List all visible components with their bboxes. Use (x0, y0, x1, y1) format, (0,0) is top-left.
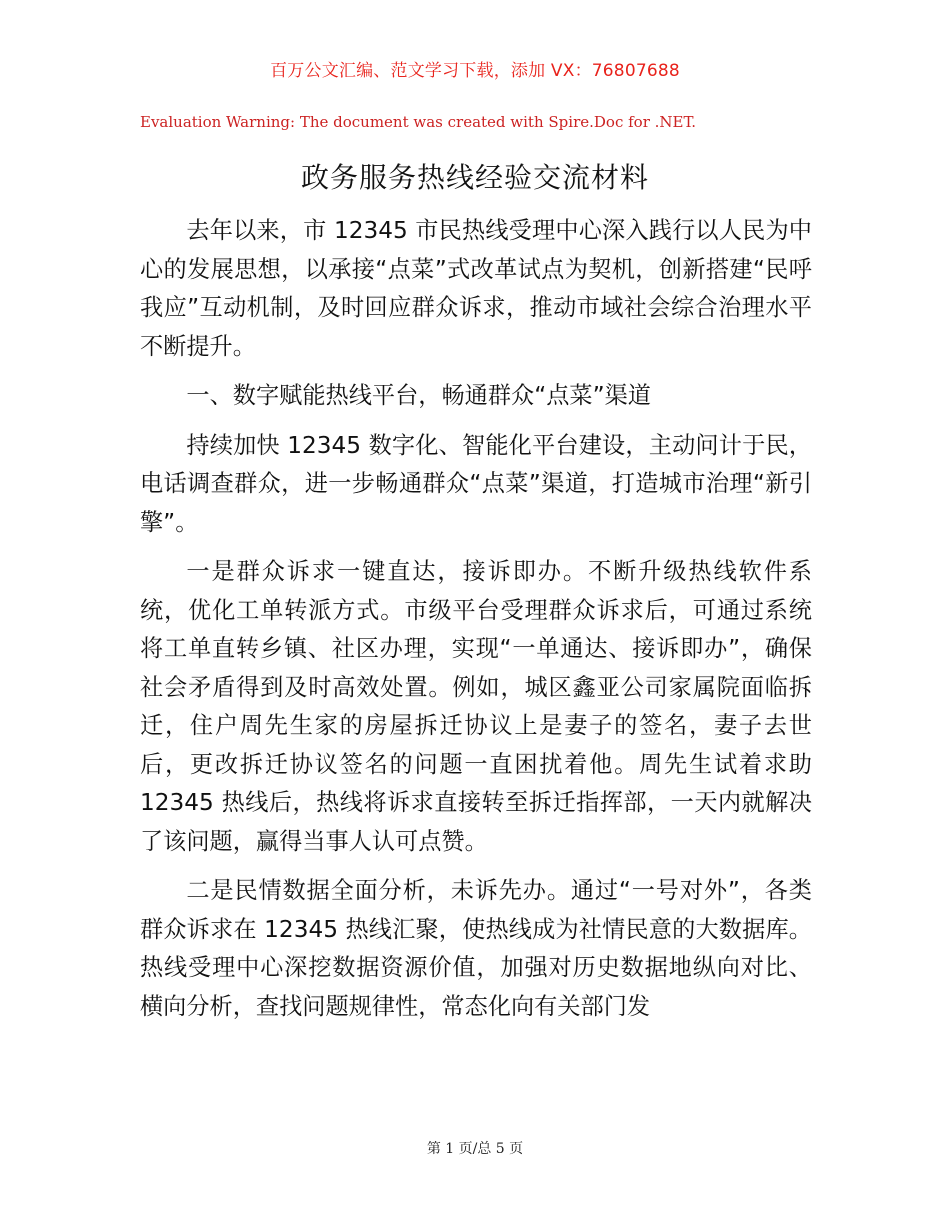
evaluation-warning: Evaluation Warning: The document was created with Spire.Doc for .NET. (140, 113, 697, 131)
page-number: 第 1 页/总 5 页 (426, 1141, 524, 1157)
document-title: 政务服务热线经验交流材料 (300, 161, 649, 194)
document-body (140, 212, 812, 1037)
promo-banner: 百万公文汇编、范文学习下载，添加 VX：76807688 (270, 61, 680, 81)
paragraph-intro: 去年以来，市 12345 市民热线受理中心深入践行以人民为中心的发展思想，以承接“点菜”式改革试点为契机，创新搭建“民呼我应”互动机制，及时回应群众诉求，推动市域社会综合治理水平不断提升。 (140, 217, 812, 360)
paragraph-section-1: 持续加快 12345 数字化、智能化平台建设，主动问计于民，电话调查群众，进一步畅通群众“点菜”渠道，打造城市治理“新引擎”。 (140, 431, 812, 536)
paragraph-point-1: 一是群众诉求一键直达，接诉即办。不断升级热线软件系统，优化工单转派方式。市级平台受理群众诉求后，可通过系统将工单直转乡镇、社区办理，实现“一单通达、接诉即办”，确保社会矛盾得到及时高效处置。例如，城区鑫亚公司家属院面临拆迁，住户周先生家的房屋拆迁协议上是妻子的签名，妻子去世后，更改拆迁协议签名的问题一直困扰着他。周先生试着求助 12345 热线后，热线将诉求直接转至拆迁指挥部，一天内就解决了该问题，赢得当事人认可点赞。 (140, 558, 812, 855)
section-heading-1: 一、数字赋能热线平台，畅通群众“点菜”渠道 (186, 382, 651, 409)
paragraph-point-2: 二是民情数据全面分析，未诉先办。通过“一号对外”，各类群众诉求在 12345 热线汇聚，使热线成为社情民意的大数据库。热线受理中心深挖数据资源价值，加强对历史数据地纵向对比、横向分析，查找问题规律性，常态化向有关部门发 (140, 877, 812, 1020)
